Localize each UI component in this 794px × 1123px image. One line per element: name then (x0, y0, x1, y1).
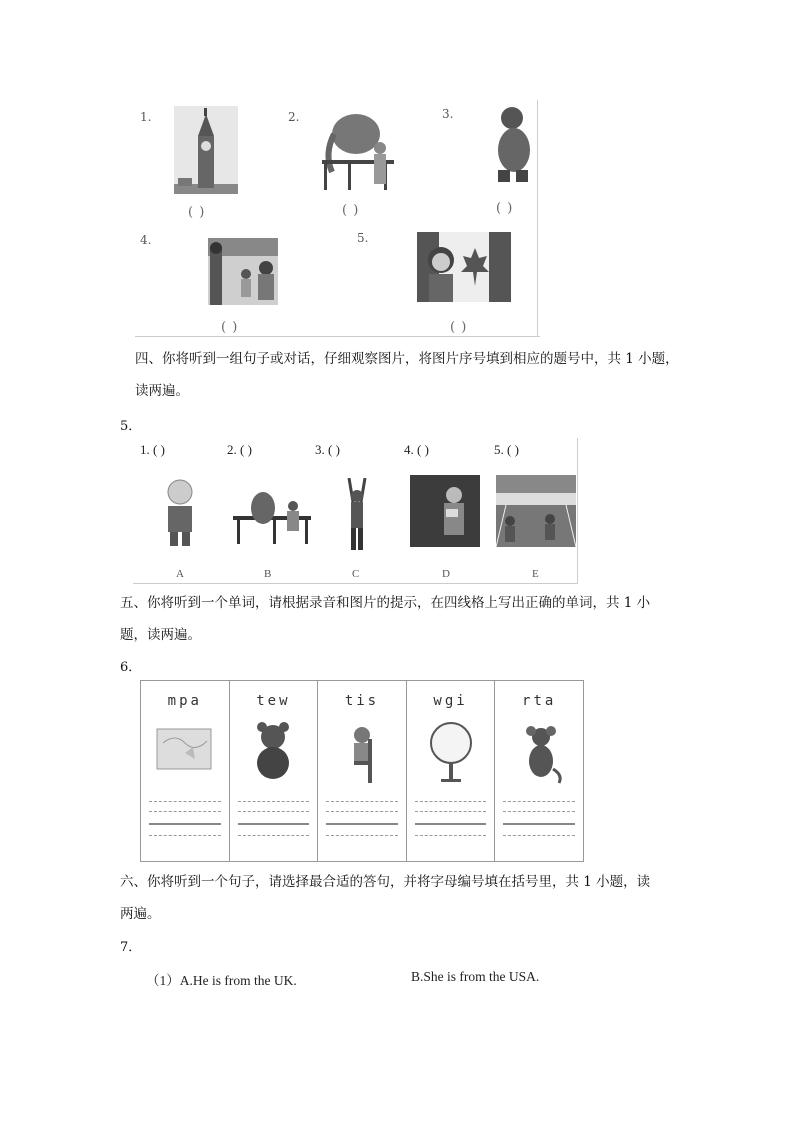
option-b[interactable]: B.She is from the USA. (411, 969, 540, 984)
question-number: 5． (120, 419, 142, 434)
wig-icon (427, 721, 475, 785)
caption-E: E (532, 568, 539, 580)
section6-heading (120, 866, 690, 930)
item-number: 1. (140, 110, 152, 124)
answer-blank-4[interactable]: 4. ( ) (404, 442, 429, 457)
tennis-court-icon (496, 475, 576, 547)
rat-icon (519, 725, 563, 785)
family-icon (208, 238, 278, 305)
section5-title-line1: 五、你将听到一个单词，请根据录音和图片的提示，在四线格上写出正确的单词，共 1 小 (120, 595, 651, 611)
horse-fence-icon (233, 484, 313, 544)
sitting-boy-icon (344, 725, 384, 783)
answer-blank-2[interactable]: 2. ( ) (227, 442, 252, 457)
caption-D: D (442, 568, 450, 580)
question-number: 6． (120, 660, 142, 675)
canada-flag-girl-icon (417, 232, 511, 302)
section4-title-line2: 读两遍。 (135, 383, 189, 399)
section4-title-line1: 四、你将听到一组句子或对话，仔细观察图片，将图片序号填到相应的题号中，共 1 小题， (135, 351, 679, 367)
four-line-writing-area[interactable] (326, 801, 398, 837)
answer-paren: ( ) (450, 320, 468, 335)
four-line-writing-area[interactable] (149, 801, 221, 837)
boy-blond-icon (160, 478, 200, 546)
figure-bottom-line (133, 583, 578, 584)
four-line-writing-area[interactable] (503, 801, 575, 837)
answer-blank-3[interactable]: 3. ( ) (315, 442, 340, 457)
answer-paren: ( ) (188, 205, 206, 220)
spelling-cell (230, 681, 319, 861)
caption-B: B (264, 568, 272, 580)
answer-blank-1[interactable]: 1. ( ) (140, 442, 165, 457)
map-icon (155, 723, 213, 773)
question-number: 7． (120, 940, 142, 955)
spelling-table (140, 680, 584, 862)
spelling-cell (141, 681, 230, 861)
teddy-bear-icon (248, 721, 298, 783)
item-number: 4. (140, 233, 152, 247)
arms-up-boy-icon (343, 478, 371, 552)
section4-heading (135, 343, 695, 407)
section5-title-line2: 题，读两遍。 (120, 627, 201, 643)
scrambled-letters: tew (256, 693, 291, 709)
scrambled-letters: rta (522, 693, 557, 709)
question-1-number: （1） (146, 973, 180, 988)
section6-title-line2: 两遍。 (120, 906, 161, 922)
elephant-icon (318, 104, 396, 190)
answer-blank-5[interactable]: 5. ( ) (494, 442, 519, 457)
answer-paren: ( ) (496, 201, 514, 216)
item-number: 3. (442, 107, 454, 121)
teacher-reading-icon (410, 475, 480, 547)
spelling-cell (407, 681, 496, 861)
caption-C: C (352, 568, 360, 580)
item-number: 5. (357, 231, 369, 245)
scrambled-letters: mpa (167, 693, 202, 709)
question-1 (146, 969, 297, 989)
answer-paren: ( ) (221, 320, 239, 335)
four-line-writing-area[interactable] (415, 801, 487, 837)
option-a[interactable]: A.He is from the UK. (179, 973, 297, 988)
spelling-cell (318, 681, 407, 861)
four-line-writing-area[interactable] (238, 801, 310, 837)
answer-paren: ( ) (342, 203, 360, 218)
big-ben-icon (174, 106, 238, 194)
section6-title-line1: 六、你将听到一个句子，请选择最合适的答句，并将字母编号填在括号里，共 1 小题，读 (120, 874, 651, 890)
boy-icon (490, 104, 540, 186)
section5-heading (120, 587, 690, 651)
scrambled-letters: wgi (433, 693, 468, 709)
spelling-cell (495, 681, 583, 861)
figure-right-line (577, 438, 578, 584)
grid-bottom-line (135, 336, 540, 337)
scrambled-letters: tis (344, 693, 380, 709)
caption-A: A (176, 568, 184, 580)
item-number: 2. (288, 110, 300, 124)
